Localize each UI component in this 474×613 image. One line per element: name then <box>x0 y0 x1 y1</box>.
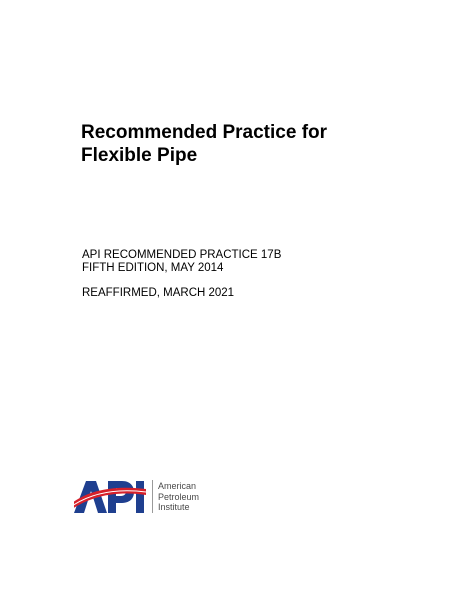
api-logo-name-line-1: American <box>158 481 197 491</box>
api-logo-letter-i <box>136 481 144 513</box>
document-edition: FIFTH EDITION, MAY 2014 <box>82 262 224 274</box>
api-logo-name <box>158 481 199 513</box>
api-logo-divider <box>152 480 153 513</box>
api-logo-mark <box>74 479 146 515</box>
document-title-line-2: Flexible Pipe <box>81 145 198 166</box>
api-logo-name-line-2: Petroleum <box>158 491 200 502</box>
api-logo-letter-p <box>108 481 134 513</box>
document-title-line-1: Recommended Practice for <box>81 122 328 143</box>
api-logo-name-line-3: Institute <box>158 502 190 512</box>
document-designation: API RECOMMENDED PRACTICE 17B <box>82 249 282 261</box>
api-logo <box>74 479 214 515</box>
document-title <box>81 121 327 167</box>
document-designation-block <box>82 249 281 275</box>
document-reaffirmed: REAFFIRMED, MARCH 2021 <box>82 287 235 299</box>
